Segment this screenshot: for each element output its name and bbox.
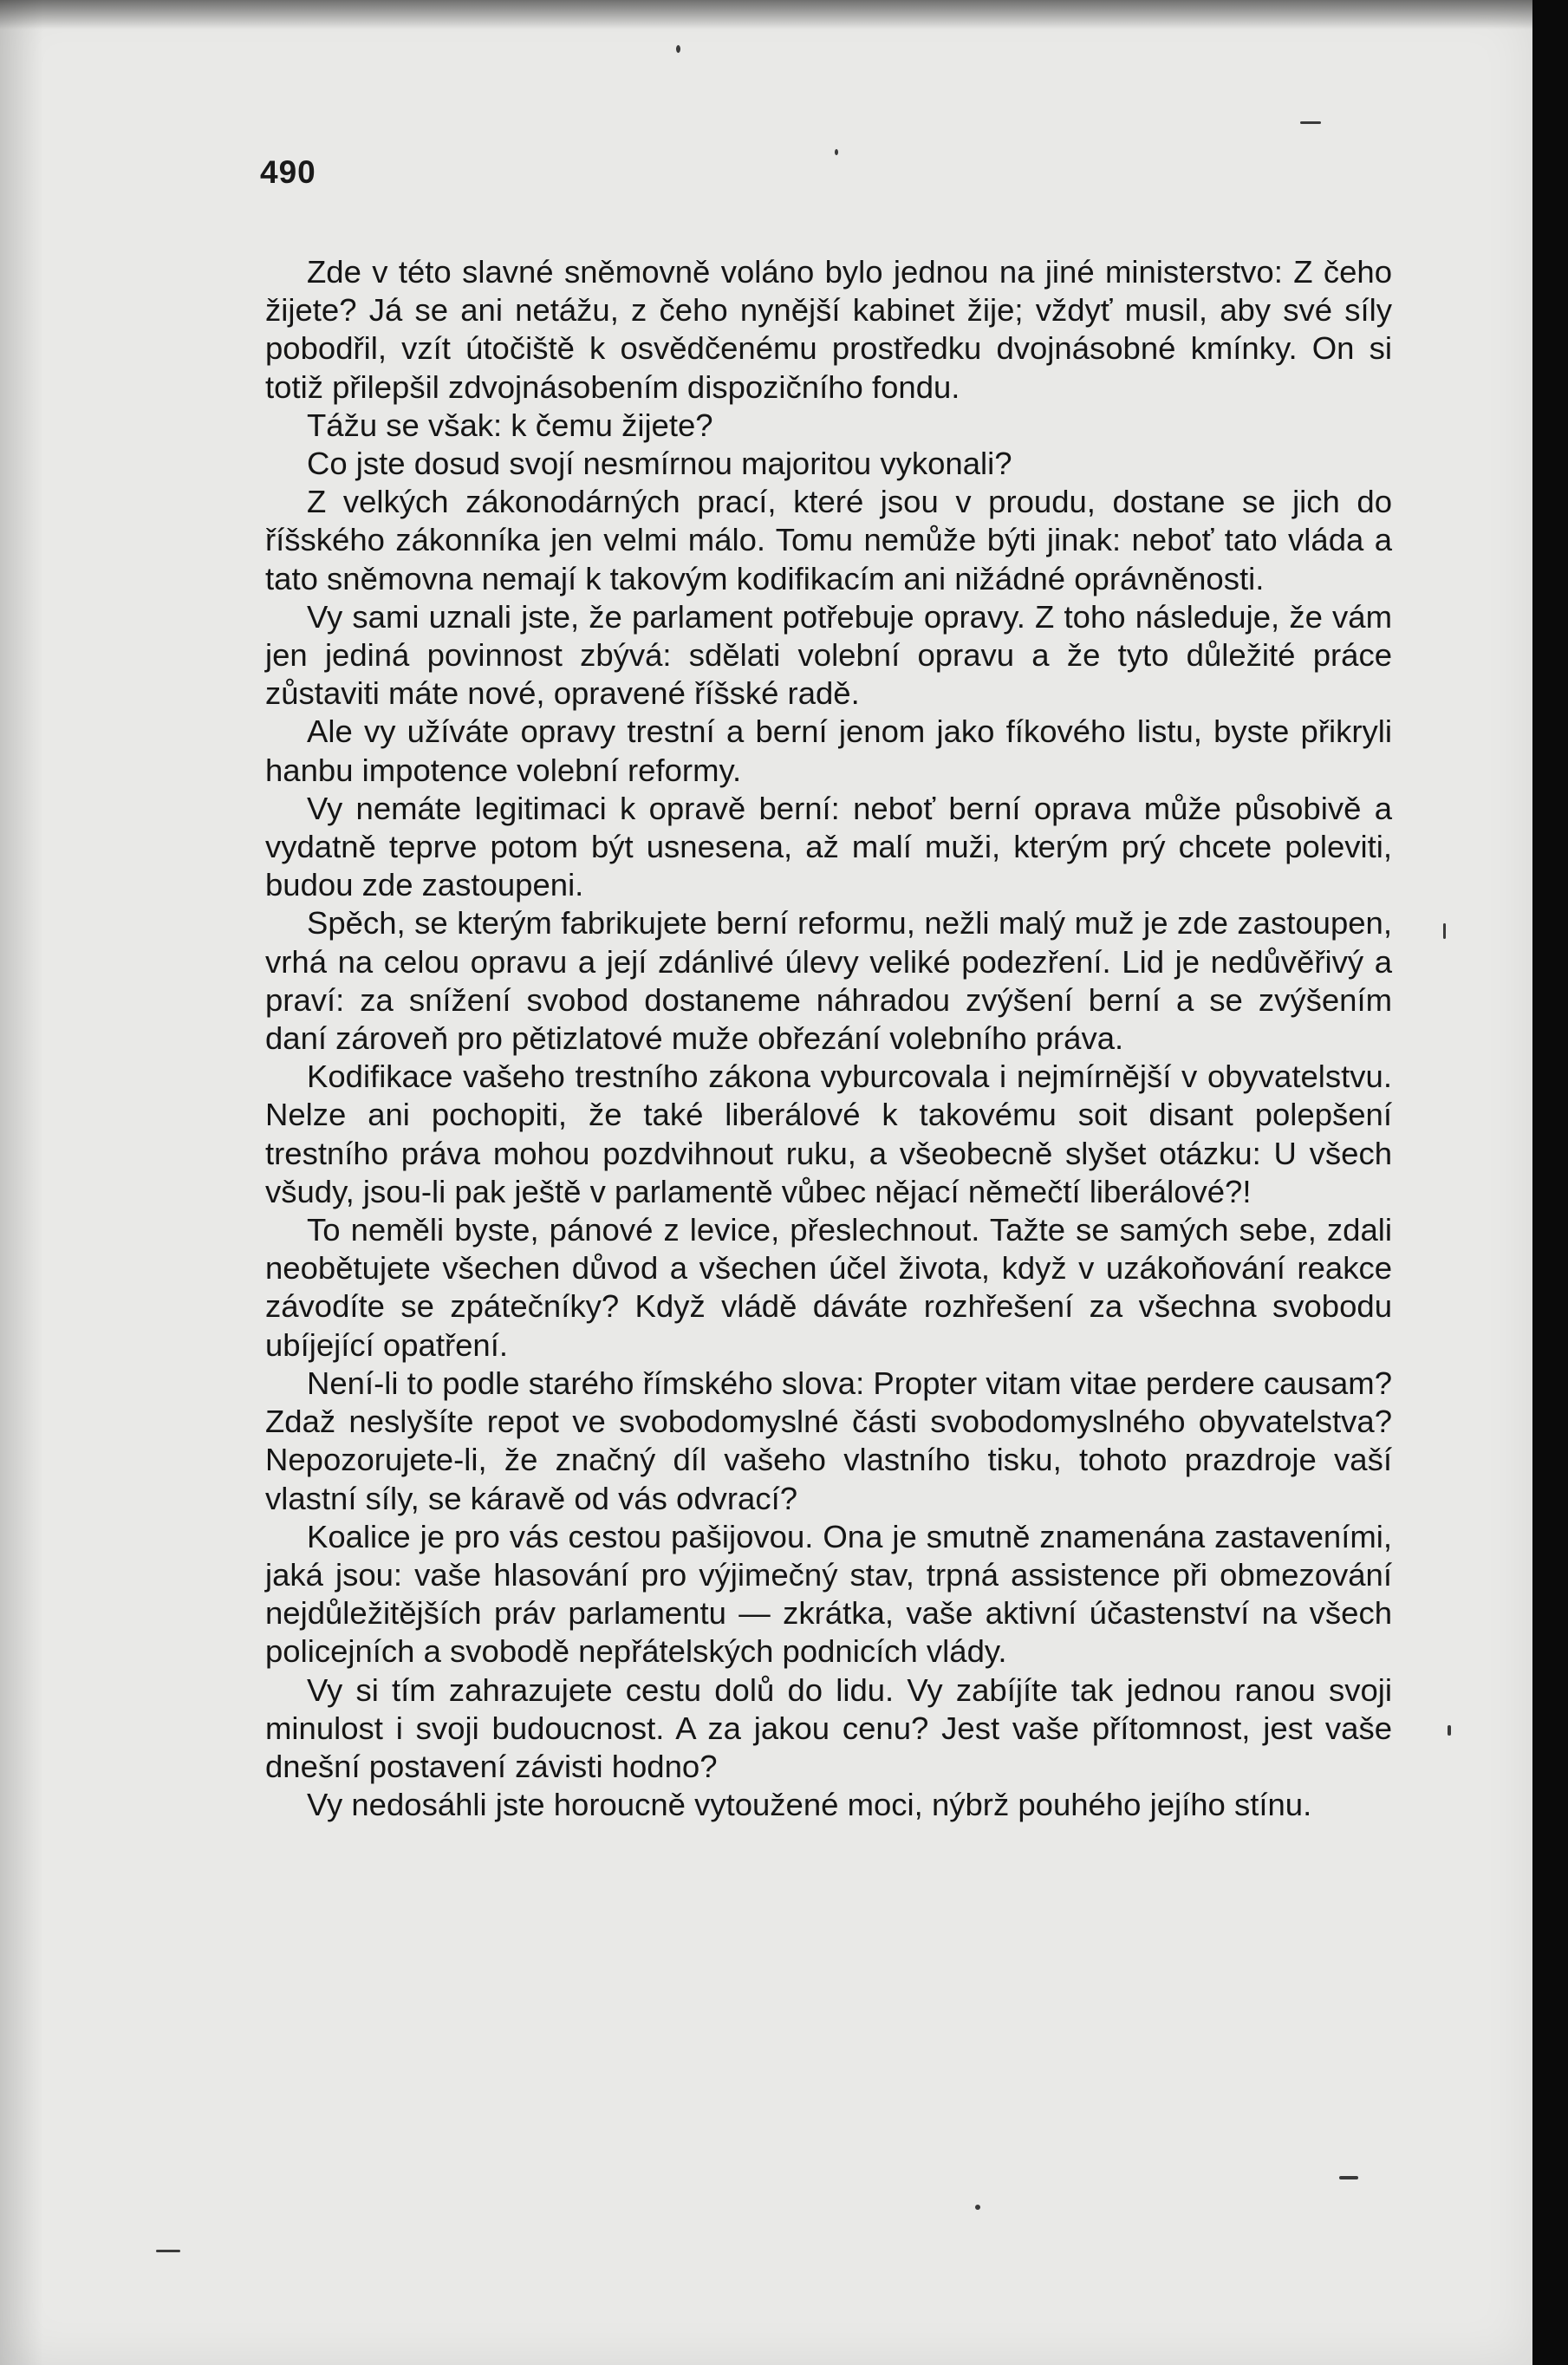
paper-speck <box>1443 923 1446 939</box>
paper-speck <box>156 2250 180 2252</box>
paper-speck <box>975 2205 980 2210</box>
paper-speck <box>1300 121 1321 124</box>
top-edge-shadow <box>0 0 1532 29</box>
paragraph: Vy si tím zahrazujete cestu dolů do lidu. Vy zabíjíte tak jednou ranou svoji minulost i svoji budoucnost. A za jakou cenu? Jest vaše přítomnost, jest vaše dnešní postavení závisti hodno? <box>265 1671 1392 1784</box>
binding-shadow <box>0 0 43 2365</box>
paragraph: Vy nemáte legitimaci k opravě berní: neboť berní oprava může působivě a vydatně teprve potom být usnesena, až malí muži, kterým prý chcete poleviti, budou zde zastoupeni. <box>265 790 1392 903</box>
paper-speck <box>676 45 680 53</box>
paragraph: Ale vy užíváte opravy trestní a berní jenom jako fíkového listu, byste přikryli hanbu impotence volební reformy. <box>265 713 1392 788</box>
paper-speck <box>835 149 838 155</box>
page-number: 490 <box>260 154 316 190</box>
paragraph: Z velkých zákonodárných prací, které jsou v proudu, dostane se jich do říšského zákonníka jen velmi málo. Tomu nemůže býti jinak: neboť tato vláda a tato sněmovna nemají k takovým kodifikacím ani nižádné oprávněnosti. <box>265 484 1392 596</box>
paper-speck <box>1339 2176 1358 2179</box>
paragraph: Spěch, se kterým fabrikujete berní reformu, nežli malý muž je zde zastoupen, vrhá na celou opravu a její zdánlivé úlevy veliké podezření. Lid je nedůvěřivý a praví: za snížení svobod dostaneme náhradou zvýšení berní a se zvýšením daní zároveň pro pětizlatové muže obřezání volebního práva. <box>265 905 1392 1057</box>
paragraph: Co jste dosud svojí nesmírnou majoritou vykonali? <box>307 446 1012 482</box>
paragraph: Není-li to podle starého římského slova: Propter vitam vitae perdere causam? Zdaž neslyšíte repot ve svobodomyslné části svobodomyslného obyvatelstva? Nepozorujete-li, že značný díl vašeho vlastního tisku, tohoto prazdroje vaší vlastní síly, se káravě od vás odvrací? <box>265 1365 1392 1516</box>
paragraph: Vy sami uznali jste, že parlament potřebuje opravy. Z toho následuje, že vám jen jediná povinnost zbývá: sdělati volební opravu a že tyto důležité práce zůstaviti máte nové, opravené říšské radě. <box>265 598 1392 712</box>
paragraph: Koalice je pro vás cestou pašijovou. Ona je smutně znamenána zastaveními, jaká jsou: vaše hlasování pro výjimečný stav, trpná assistence při obmezování nejdůležitějších práv parlamentu — zkrátka, vaše aktivní účastenství na všech policejních a svobodě nepřátelských podnicích vlády. <box>265 1518 1392 1670</box>
body-text <box>265 253 1392 1824</box>
paragraph: Zde v této slavné sněmovně voláno bylo jednou na jiné ministerstvo: Z čeho žijete? Já se ani netážu, z čeho nynější kabinet žije; vždyť musil, aby své síly pobodřil, vzít útočiště k osvědčenému prostředku dvojnásobné kmínky. On si totiž přilepšil zdvojnásobením dispozičního fondu. <box>265 254 1392 405</box>
paragraph: Kodifikace vašeho trestního zákona vyburcovala i nejmírnější v obyvatelstvu. Nelze ani pochopiti, že také liberálové k takovému soit disant polepšení trestního práva mohou pozdvihnout ruku, a všeobecně slyšet otázku: U všech všudy, jsou-li pak ještě v parlamentě vůbec nějací němečtí liberálové?! <box>265 1059 1392 1209</box>
paper-speck <box>1448 1725 1451 1736</box>
paragraph: To neměli byste, pánové z levice, přeslechnout. Tažte se samých sebe, zdali neobětujete všechen důvod a všechen účel života, když v uzákoňování reakce závodíte se zpátečníky? Když vládě dáváte rozhřešení za všechna svobodu ubíjející opatření. <box>265 1212 1392 1363</box>
paragraph: Tážu se však: k čemu žijete? <box>307 407 713 443</box>
paragraph: Vy nedosáhli jste horoucně vytoužené moci, nýbrž pouhého jejího stínu. <box>307 1787 1312 1823</box>
